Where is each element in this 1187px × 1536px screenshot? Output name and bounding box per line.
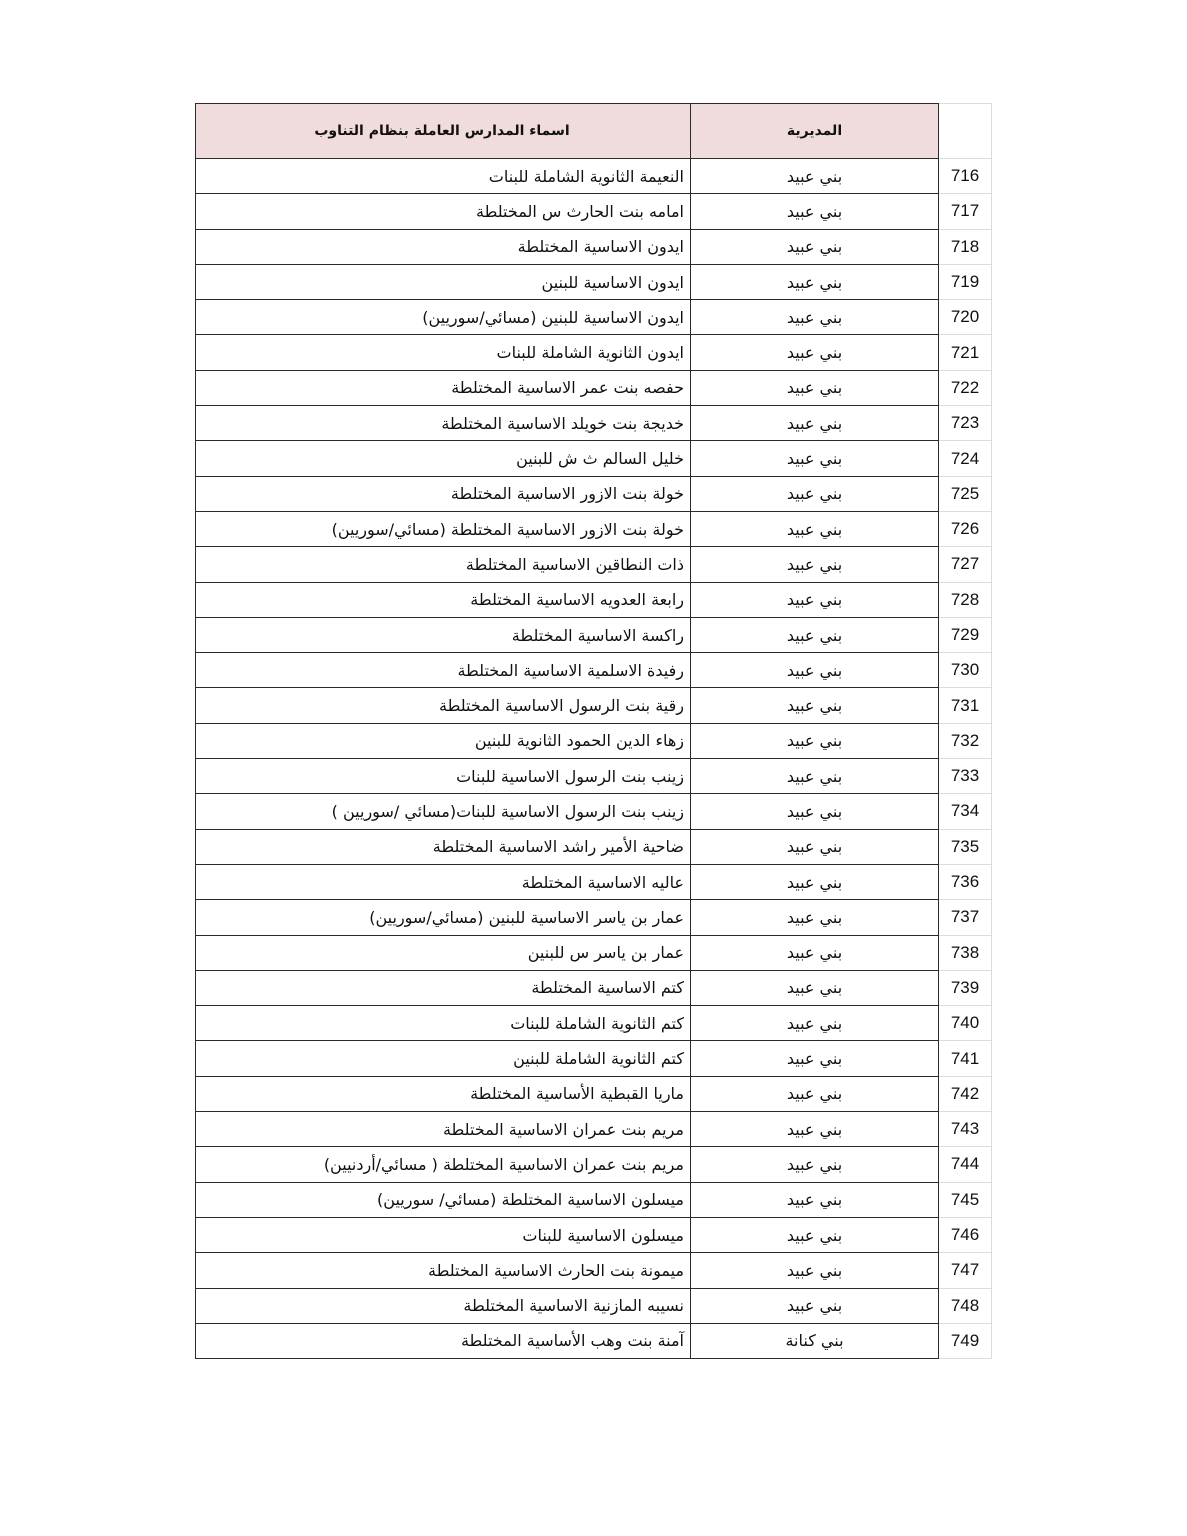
schools-table-body [196,104,992,1359]
table-row [196,1147,992,1182]
school-name-cell: ضاحية الأمير راشد الاساسية المختلطة [196,829,691,864]
directorate-cell: بني عبيد [691,194,939,229]
directorate-cell: بني عبيد [691,935,939,970]
school-name-cell: زينب بنت الرسول الاساسية للبنات(مسائي /سوريين ) [196,794,691,829]
directorate-cell: بني عبيد [691,511,939,546]
header-directorate: المديرية [691,104,939,159]
school-name-cell: مريم بنت عمران الاساسية المختلطة [196,1112,691,1147]
directorate-cell: بني عبيد [691,759,939,794]
row-number-cell: 725 [939,476,992,511]
row-number-cell: 720 [939,300,992,335]
directorate-cell: بني عبيد [691,1076,939,1111]
row-number-cell: 717 [939,194,992,229]
table-row [196,476,992,511]
table-row [196,511,992,546]
table-row [196,1112,992,1147]
school-name-cell: عمار بن ياسر الاساسية للبنين (مسائي/سوريين) [196,900,691,935]
row-number-cell: 740 [939,1006,992,1041]
school-name-cell: خديجة بنت خويلد الاساسية المختلطة [196,406,691,441]
table-row [196,653,992,688]
directorate-cell: بني عبيد [691,688,939,723]
directorate-cell: بني عبيد [691,264,939,299]
school-name-cell: ايدون الاساسية المختلطة [196,229,691,264]
table-row [196,1182,992,1217]
school-name-cell: خولة بنت الازور الاساسية المختلطة (مسائي/سوريين) [196,511,691,546]
school-name-cell: زهاء الدين الحمود الثانوية للبنين [196,723,691,758]
row-number-cell: 733 [939,759,992,794]
table-row [196,159,992,194]
table-row [196,723,992,758]
directorate-cell: بني عبيد [691,441,939,476]
table-row [196,264,992,299]
directorate-cell: بني عبيد [691,1288,939,1323]
row-number-cell: 718 [939,229,992,264]
table-row [196,688,992,723]
table-row [196,759,992,794]
directorate-cell: بني عبيد [691,970,939,1005]
table-row [196,1217,992,1252]
directorate-cell: بني عبيد [691,1182,939,1217]
directorate-cell: بني عبيد [691,300,939,335]
directorate-cell: بني عبيد [691,653,939,688]
school-name-cell: ايدون الاساسية للبنين (مسائي/سوريين) [196,300,691,335]
row-number-cell: 746 [939,1217,992,1252]
table-header-row [196,104,992,159]
directorate-cell: بني عبيد [691,617,939,652]
table-row [196,829,992,864]
school-name-cell: ايدون الثانوية الشاملة للبنات [196,335,691,370]
table-row [196,970,992,1005]
row-number-cell: 736 [939,864,992,899]
directorate-cell: بني عبيد [691,476,939,511]
directorate-cell: بني عبيد [691,229,939,264]
row-number-cell: 726 [939,511,992,546]
directorate-cell: بني عبيد [691,723,939,758]
table-row [196,900,992,935]
directorate-cell: بني عبيد [691,582,939,617]
row-number-cell: 734 [939,794,992,829]
school-name-cell: مريم بنت عمران الاساسية المختلطة ( مسائي/أردنيين) [196,1147,691,1182]
table-row [196,1253,992,1288]
directorate-cell: بني كنانة [691,1323,939,1358]
row-number-cell: 742 [939,1076,992,1111]
table-row [196,1041,992,1076]
table-row [196,300,992,335]
school-name-cell: عمار بن ياسر س للبنين [196,935,691,970]
school-name-cell: ماريا القبطية الأساسية المختلطة [196,1076,691,1111]
table-row [196,406,992,441]
row-number-cell: 744 [939,1147,992,1182]
school-name-cell: نسيبه المازنية الاساسية المختلطة [196,1288,691,1323]
row-number-cell: 723 [939,406,992,441]
directorate-cell: بني عبيد [691,1217,939,1252]
school-name-cell: رقية بنت الرسول الاساسية المختلطة [196,688,691,723]
row-number-cell: 731 [939,688,992,723]
school-name-cell: ايدون الاساسية للبنين [196,264,691,299]
schools-table [195,103,992,1359]
school-name-cell: حفصه بنت عمر الاساسية المختلطة [196,370,691,405]
school-name-cell: رفيدة الاسلمية الاساسية المختلطة [196,653,691,688]
directorate-cell: بني عبيد [691,159,939,194]
row-number-cell: 727 [939,547,992,582]
header-school-names: اسماء المدارس العاملة بنظام التناوب [196,104,691,159]
table-row [196,1323,992,1358]
directorate-cell: بني عبيد [691,1006,939,1041]
table-row [196,335,992,370]
directorate-cell: بني عبيد [691,1253,939,1288]
table-row [196,194,992,229]
school-name-cell: ميمونة بنت الحارث الاساسية المختلطة [196,1253,691,1288]
directorate-cell: بني عبيد [691,829,939,864]
table-row [196,229,992,264]
row-number-cell: 721 [939,335,992,370]
table-row [196,1076,992,1111]
directorate-cell: بني عبيد [691,794,939,829]
directorate-cell: بني عبيد [691,1041,939,1076]
row-number-cell: 739 [939,970,992,1005]
row-number-cell: 730 [939,653,992,688]
row-number-cell: 724 [939,441,992,476]
table-row [196,864,992,899]
row-number-cell: 749 [939,1323,992,1358]
school-name-cell: ذات النطاقين الاساسية المختلطة [196,547,691,582]
row-number-cell: 729 [939,617,992,652]
header-number [939,104,992,159]
table-row [196,935,992,970]
school-name-cell: ميسلون الاساسية للبنات [196,1217,691,1252]
school-name-cell: كتم الاساسية المختلطة [196,970,691,1005]
table-row [196,794,992,829]
row-number-cell: 735 [939,829,992,864]
school-name-cell: خولة بنت الازور الاساسية المختلطة [196,476,691,511]
table-row [196,617,992,652]
directorate-cell: بني عبيد [691,864,939,899]
directorate-cell: بني عبيد [691,900,939,935]
row-number-cell: 748 [939,1288,992,1323]
row-number-cell: 716 [939,159,992,194]
row-number-cell: 738 [939,935,992,970]
directorate-cell: بني عبيد [691,1147,939,1182]
row-number-cell: 722 [939,370,992,405]
row-number-cell: 732 [939,723,992,758]
school-name-cell: خليل السالم ث ش للبنين [196,441,691,476]
directorate-cell: بني عبيد [691,1112,939,1147]
school-name-cell: كتم الثانوية الشاملة للبنات [196,1006,691,1041]
table-row [196,1006,992,1041]
school-name-cell: امامه بنت الحارث س المختلطة [196,194,691,229]
directorate-cell: بني عبيد [691,547,939,582]
school-name-cell: آمنة بنت وهب الأساسية المختلطة [196,1323,691,1358]
school-name-cell: راكسة الاساسية المختلطة [196,617,691,652]
table-row [196,582,992,617]
row-number-cell: 741 [939,1041,992,1076]
row-number-cell: 743 [939,1112,992,1147]
school-name-cell: ميسلون الاساسية المختلطة (مسائي/ سوريين) [196,1182,691,1217]
school-name-cell: رابعة العدويه الاساسية المختلطة [196,582,691,617]
directorate-cell: بني عبيد [691,406,939,441]
school-name-cell: زينب بنت الرسول الاساسية للبنات [196,759,691,794]
table-row [196,1288,992,1323]
school-name-cell: كتم الثانوية الشاملة للبنين [196,1041,691,1076]
row-number-cell: 737 [939,900,992,935]
row-number-cell: 719 [939,264,992,299]
directorate-cell: بني عبيد [691,335,939,370]
row-number-cell: 728 [939,582,992,617]
school-name-cell: النعيمة الثانوية الشاملة للبنات [196,159,691,194]
table-row [196,370,992,405]
school-name-cell: عاليه الاساسية المختلطة [196,864,691,899]
row-number-cell: 745 [939,1182,992,1217]
row-number-cell: 747 [939,1253,992,1288]
table-row [196,441,992,476]
directorate-cell: بني عبيد [691,370,939,405]
table-row [196,547,992,582]
